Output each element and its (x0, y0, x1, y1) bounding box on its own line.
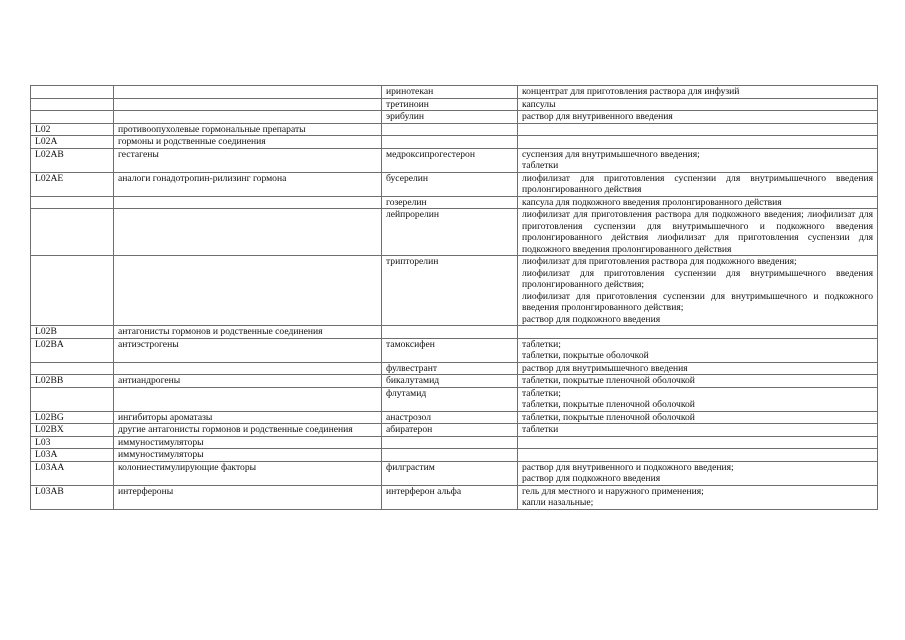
drug-name-cell: бикалутамид (382, 375, 518, 388)
dosage-forms-cell (518, 461, 878, 485)
drug-name-cell: флутамид (382, 387, 518, 411)
group-name-cell: антиандрогены (114, 375, 382, 388)
dosage-forms-cell (518, 148, 878, 172)
group-name-cell: антиэстрогены (114, 338, 382, 362)
table-row (31, 485, 878, 509)
drug-name-cell: фулвестрант (382, 362, 518, 375)
drug-name-cell (382, 326, 518, 339)
atc-code-cell: L03A (31, 449, 114, 462)
dosage-form-text: лиофилизат для приготовления раствора для подкожного введения; лиофилизат для приготовления суспензии для внутримышечного и подкожного введения пролонгированного действия лиофилизат для приготовления суспензии для подкожного введения пролонгированного действия (522, 209, 873, 255)
dosage-forms-cell (518, 256, 878, 326)
atc-code-cell: L03AB (31, 485, 114, 509)
dosage-forms-cell (518, 326, 878, 339)
group-name-cell: гестагены (114, 148, 382, 172)
drug-name-cell: эрибулин (382, 111, 518, 124)
dosage-forms-cell (518, 196, 878, 209)
drug-name-cell (382, 436, 518, 449)
dosage-form-text: таблетки, покрытые оболочкой (522, 350, 649, 361)
table-row (31, 424, 878, 437)
atc-code-cell: L03AA (31, 461, 114, 485)
dosage-forms-cell (518, 136, 878, 149)
atc-code-cell: L02BB (31, 375, 114, 388)
table-row (31, 136, 878, 149)
atc-code-cell (31, 209, 114, 256)
dosage-forms-cell (518, 111, 878, 124)
drug-name-cell: трипторелин (382, 256, 518, 326)
dosage-form-text: лиофилизат для приготовления суспензии для внутримышечного и подкожного введения пролонгированного действия; (522, 290, 873, 313)
dosage-forms-cell (518, 338, 878, 362)
group-name-cell (114, 196, 382, 209)
table-row (31, 86, 878, 99)
dosage-form-text: таблетки (522, 160, 559, 171)
drug-name-cell: иринотекан (382, 86, 518, 99)
group-name-cell (114, 387, 382, 411)
atc-code-cell (31, 387, 114, 411)
dosage-form-text: таблетки; (522, 387, 561, 399)
drug-name-cell: медроксипрогестерон (382, 148, 518, 172)
atc-code-cell (31, 196, 114, 209)
group-name-cell (114, 111, 382, 124)
dosage-form-text: капсулы (522, 98, 556, 110)
table-row (31, 461, 878, 485)
table-row (31, 411, 878, 424)
dosage-forms-cell (518, 172, 878, 196)
atc-code-cell (31, 98, 114, 111)
dosage-form-text: таблетки, покрытые пленочной оболочкой (522, 399, 695, 410)
atc-code-cell: L02BX (31, 424, 114, 437)
dosage-form-text: суспензия для внутримышечного введения; (522, 148, 700, 160)
drug-table (30, 85, 878, 510)
table-row (31, 196, 878, 209)
atc-code-cell (31, 111, 114, 124)
atc-code-cell: L03 (31, 436, 114, 449)
dosage-form-text: таблетки; (522, 338, 561, 350)
group-name-cell: противоопухолевые гормональные препараты (114, 123, 382, 136)
group-name-cell: гормоны и родственные соединения (114, 136, 382, 149)
dosage-forms-cell (518, 411, 878, 424)
dosage-form-text: раствор для внутривенного и подкожного введения; (522, 461, 734, 473)
drug-name-cell (382, 449, 518, 462)
table-row (31, 98, 878, 111)
table-row (31, 111, 878, 124)
atc-code-cell (31, 362, 114, 375)
atc-code-cell: L02BA (31, 338, 114, 362)
drug-name-cell: тамоксифен (382, 338, 518, 362)
dosage-forms-cell (518, 387, 878, 411)
dosage-form-text: капли назальные; (522, 497, 594, 508)
dosage-form-text: лиофилизат для приготовления суспензии для внутримышечного введения пролонгированного действия (522, 172, 873, 195)
group-name-cell: аналоги гонадотропин-рилизинг гормона (114, 172, 382, 196)
dosage-forms-cell (518, 424, 878, 437)
table-row (31, 148, 878, 172)
drug-name-cell: абиратерон (382, 424, 518, 437)
dosage-form-text: таблетки, покрытые пленочной оболочкой (522, 375, 695, 386)
drug-name-cell: анастрозол (382, 411, 518, 424)
table-row (31, 326, 878, 339)
drug-name-cell: лейпрорелин (382, 209, 518, 256)
dosage-forms-cell (518, 362, 878, 375)
dosage-forms-cell (518, 98, 878, 111)
atc-code-cell: L02AE (31, 172, 114, 196)
drug-name-cell: филграстим (382, 461, 518, 485)
dosage-form-text: лиофилизат для приготовления суспензии для внутримышечного введения пролонгированного действия; (522, 267, 873, 290)
drug-name-cell: гозерелин (382, 196, 518, 209)
group-name-cell: интерфероны (114, 485, 382, 509)
drug-name-cell: третиноин (382, 98, 518, 111)
dosage-forms-cell (518, 86, 878, 99)
dosage-form-text: концентрат для приготовления раствора для инфузий (522, 86, 740, 97)
table-row (31, 256, 878, 326)
dosage-form-text: раствор для подкожного введения (522, 473, 661, 484)
group-name-cell (114, 209, 382, 256)
group-name-cell (114, 256, 382, 326)
dosage-form-text: лиофилизат для приготовления раствора для подкожного введения; (522, 256, 797, 267)
table-body (31, 86, 878, 510)
dosage-form-text: таблетки (522, 424, 559, 435)
dosage-form-text: раствор для подкожного введения (522, 313, 661, 325)
atc-code-cell: L02 (31, 123, 114, 136)
table-row (31, 387, 878, 411)
dosage-form-text: гель для местного и наружного применения; (522, 485, 704, 497)
atc-code-cell: L02A (31, 136, 114, 149)
dosage-forms-cell (518, 375, 878, 388)
drug-name-cell: бусерелин (382, 172, 518, 196)
atc-code-cell (31, 256, 114, 326)
table-row (31, 209, 878, 256)
dosage-forms-cell (518, 209, 878, 256)
group-name-cell: иммуностимуляторы (114, 449, 382, 462)
dosage-form-text: таблетки, покрытые пленочной оболочкой (522, 411, 695, 423)
group-name-cell (114, 362, 382, 375)
group-name-cell (114, 98, 382, 111)
group-name-cell: иммуностимуляторы (114, 436, 382, 449)
table-row (31, 436, 878, 449)
group-name-cell: ингибиторы ароматазы (114, 411, 382, 424)
dosage-forms-cell (518, 123, 878, 136)
dosage-form-text: капсула для подкожного введения пролонгированного действия (522, 196, 782, 208)
atc-code-cell (31, 86, 114, 99)
dosage-forms-cell (518, 485, 878, 509)
dosage-forms-cell (518, 436, 878, 449)
table-row (31, 172, 878, 196)
dosage-form-text: раствор для внутривенного введения (522, 111, 673, 122)
table-row (31, 375, 878, 388)
dosage-forms-cell (518, 449, 878, 462)
table-row (31, 123, 878, 136)
atc-code-cell: L02BG (31, 411, 114, 424)
drug-name-cell: интерферон альфа (382, 485, 518, 509)
table-row (31, 338, 878, 362)
group-name-cell: колониестимулирующие факторы (114, 461, 382, 485)
table-row (31, 362, 878, 375)
table-row (31, 449, 878, 462)
group-name-cell: антагонисты гормонов и родственные соединения (114, 326, 382, 339)
group-name-cell (114, 86, 382, 99)
drug-name-cell (382, 136, 518, 149)
atc-code-cell: L02AB (31, 148, 114, 172)
group-name-cell: другие антагонисты гормонов и родственные соединения (114, 424, 382, 437)
atc-code-cell: L02B (31, 326, 114, 339)
dosage-form-text: раствор для внутримышечного введения (522, 362, 688, 374)
drug-name-cell (382, 123, 518, 136)
